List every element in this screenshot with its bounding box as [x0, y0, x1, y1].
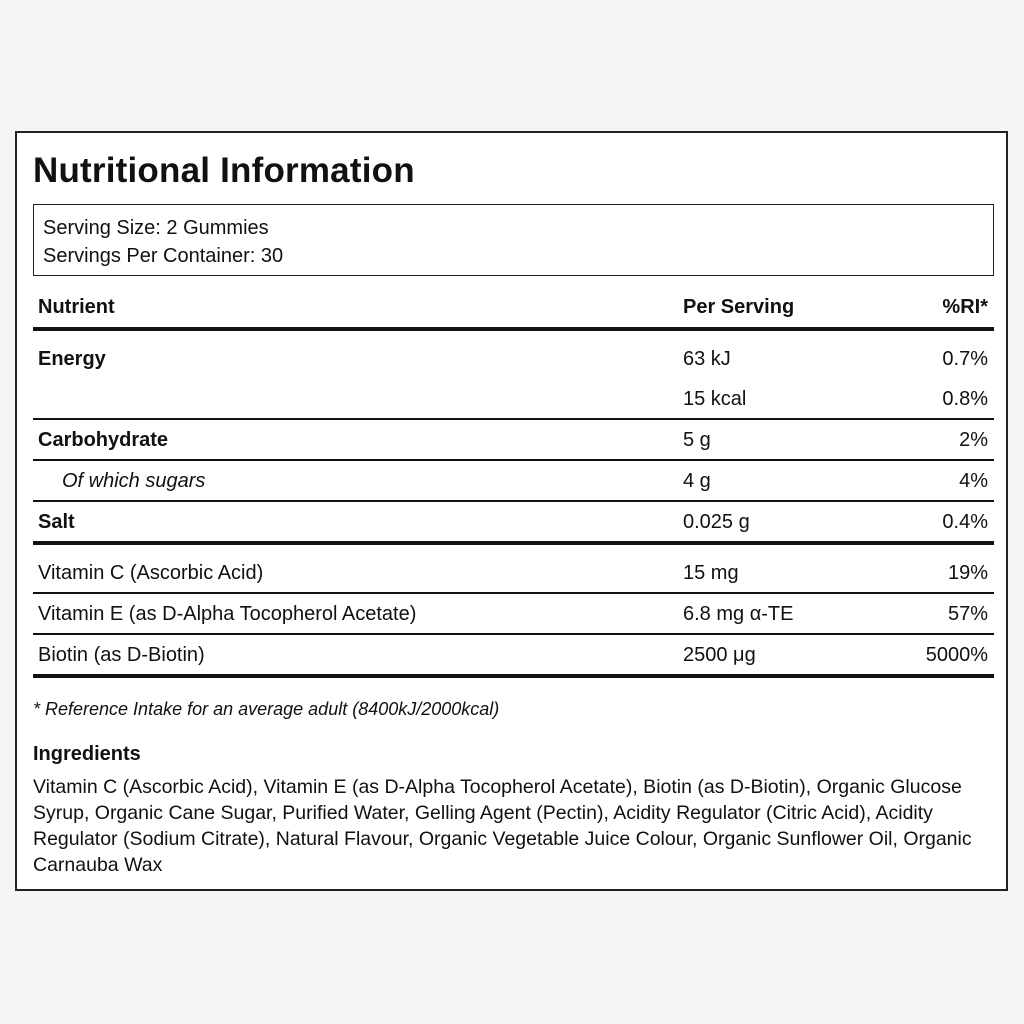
page-title: Nutritional Information [33, 151, 415, 190]
per-serving-value: 63 kJ [683, 348, 731, 370]
serving-info-box [33, 204, 994, 276]
per-serving-value: 4 g [683, 470, 711, 492]
nutrient-name: Of which sugars [62, 470, 206, 492]
nutrient-name: Energy [38, 348, 106, 370]
nutrient-name: Biotin (as D-Biotin) [38, 644, 205, 666]
row-divider [33, 459, 994, 461]
per-serving-value: 5 g [683, 429, 711, 451]
ri-value: 0.8% [942, 388, 988, 410]
servings-per-container: Servings Per Container: 30 [43, 245, 284, 267]
nutrient-name: Salt [38, 511, 75, 533]
nutrient-name: Vitamin E (as D-Alpha Tocopherol Acetate) [38, 603, 417, 625]
nutrient-name: Vitamin C (Ascorbic Acid) [38, 562, 264, 584]
header-divider [33, 327, 994, 331]
per-serving-value: 15 mg [683, 562, 739, 584]
header-ri: %RI* [942, 296, 988, 318]
row-divider [33, 633, 994, 635]
ingredients-text: Vitamin C (Ascorbic Acid), Vitamin E (as D-Alpha Tocopherol Acetate), Biotin (as D-Biotin), Organic Glucose Syrup, Organic Cane Sugar, Purified Water, Gelling Agent (Pectin), Acidity Regulator (Citric Acid), Acidity Regulator (Sodium Citrate), Natural Flavour, Organic Vegetable Juice Colour, Organic Sunflower Oil, Organic Carnauba Wax [33, 776, 972, 876]
row-divider [33, 418, 994, 420]
ri-value: 2% [959, 429, 988, 451]
per-serving-value: 0.025 g [683, 511, 750, 533]
header-per-serving: Per Serving [683, 296, 795, 318]
ri-footnote: * Reference Intake for an average adult (8400kJ/2000kcal) [33, 699, 500, 719]
per-serving-value: 15 kcal [683, 388, 747, 410]
per-serving-value: 6.8 mg α-TE [683, 603, 794, 625]
nutrient-name: Carbohydrate [38, 429, 169, 451]
row-divider [33, 500, 994, 502]
ri-value: 19% [947, 562, 988, 584]
ri-value: 0.4% [942, 511, 988, 533]
row-divider [33, 592, 994, 594]
ri-value: 4% [959, 470, 988, 492]
per-serving-value: 2500 μg [683, 644, 756, 666]
ri-value: 0.7% [942, 348, 988, 370]
ri-value: 57% [947, 603, 988, 625]
ingredients-title: Ingredients [33, 743, 141, 765]
ri-value: 5000% [925, 644, 988, 666]
header-nutrient: Nutrient [38, 296, 115, 318]
serving-size: Serving Size: 2 Gummies [43, 217, 269, 239]
table-bottom-divider [33, 674, 994, 678]
section-divider [33, 541, 994, 545]
nutrition-panel [15, 131, 1008, 891]
